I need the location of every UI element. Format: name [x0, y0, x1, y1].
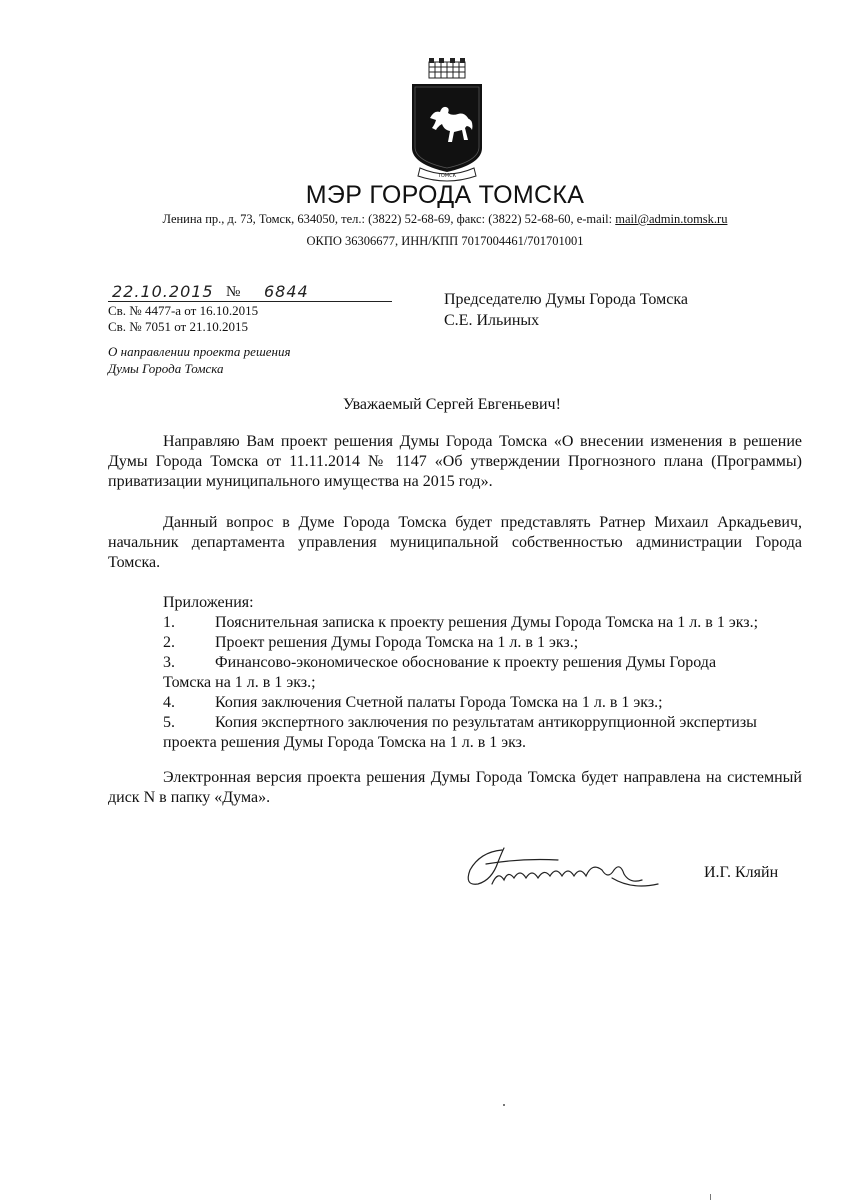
list-item-continuation: проекта решения Думы Города Томска на 1 л. в 1 экз.: [163, 734, 526, 751]
list-item-text: Копия экспертного заключения по результатам антикоррупционной экспертизы: [215, 714, 757, 731]
list-item-text: Копия заключения Счетной палаты Города Томска на 1 л. в 1 экз.;: [215, 694, 663, 711]
list-item: [163, 613, 803, 633]
attachments-list: [163, 593, 803, 753]
list-item-number: 4.: [163, 694, 175, 711]
list-item: [163, 693, 803, 713]
org-title: МЭР ГОРОДА ТОМСКА: [305, 181, 585, 209]
list-item: [163, 633, 803, 653]
registration-number: 6844: [264, 282, 309, 301]
addressee-line-2: С.Е. Ильиных: [444, 312, 540, 329]
registration-line: [108, 282, 398, 303]
paragraph-2: Данный вопрос в Думе Города Томска будет представлять Ратнер Михаил Аркадьевич, начальник департамента управления муниципальной собственностью администрации Города Томска.: [108, 514, 802, 571]
address-text: Ленина пр., д. 73, Томск, 634050, тел.: (3822) 52-68-69, факс: (3822) 52-68-60, e-mail:: [162, 212, 616, 226]
org-address: [0, 212, 850, 227]
scan-speck: [710, 1194, 711, 1200]
city-emblem-icon: [406, 56, 488, 186]
registration-block: [108, 282, 398, 335]
paragraph-1: Направляю Вам проект решения Думы Города Томска «О внесении изменения в решение Думы Города Томска от 11.11.2014 № 1147 «Об утверждении Прогнозного плана (Программы) приватизации муниципального имущества на 2015 год».: [108, 433, 802, 490]
attachments-label: Приложения:: [163, 594, 254, 611]
email-link[interactable]: mail@admin.tomsk.ru: [615, 212, 728, 226]
letter-subject: [108, 343, 291, 377]
signature-image: [462, 840, 672, 900]
paragraph-3: Электронная версия проекта решения Думы Города Томска будет направлена на системный диск N в папку «Дума».: [108, 769, 802, 806]
list-item: [163, 653, 803, 673]
list-item-number: 2.: [163, 634, 175, 651]
list-item-text: Пояснительная записка к проекту решения Думы Города Томска на 1 л. в 1 экз.;: [215, 614, 759, 631]
list-item-number: 3.: [163, 654, 175, 671]
addressee-line-1: Председателю Думы Города Томска: [444, 291, 688, 308]
signer-name: И.Г. Кляйн: [704, 864, 779, 881]
reference-2: Св. № 7051 от 21.10.2015: [108, 319, 248, 334]
subject-line-1: О направлении проекта решения: [108, 344, 291, 359]
list-item-text: Проект решения Думы Города Томска на 1 л. в 1 экз.;: [215, 634, 579, 651]
list-item-continuation: Томска на 1 л. в 1 экз.;: [163, 674, 316, 691]
greeting: Уважаемый Сергей Евгеньевич!: [343, 396, 561, 413]
number-label: №: [226, 284, 241, 300]
subject-line-2: Думы Города Томска: [108, 361, 224, 376]
org-codes: ОКПО 36306677, ИНН/КПП 7017004461/701701001: [306, 234, 584, 248]
list-item-number: 1.: [163, 614, 175, 631]
scan-speck: [503, 1104, 505, 1106]
emblem-motto: ТОМСК: [437, 173, 457, 179]
list-item: [163, 713, 803, 733]
registration-date: 22.10.2015: [112, 282, 214, 301]
reference-1: Св. № 4477-а от 16.10.2015: [108, 303, 259, 318]
list-item-text: Финансово-экономическое обоснование к проекту решения Думы Города: [215, 654, 717, 671]
addressee: [444, 289, 688, 331]
registration-underline: [108, 301, 392, 302]
list-item-number: 5.: [163, 714, 175, 731]
